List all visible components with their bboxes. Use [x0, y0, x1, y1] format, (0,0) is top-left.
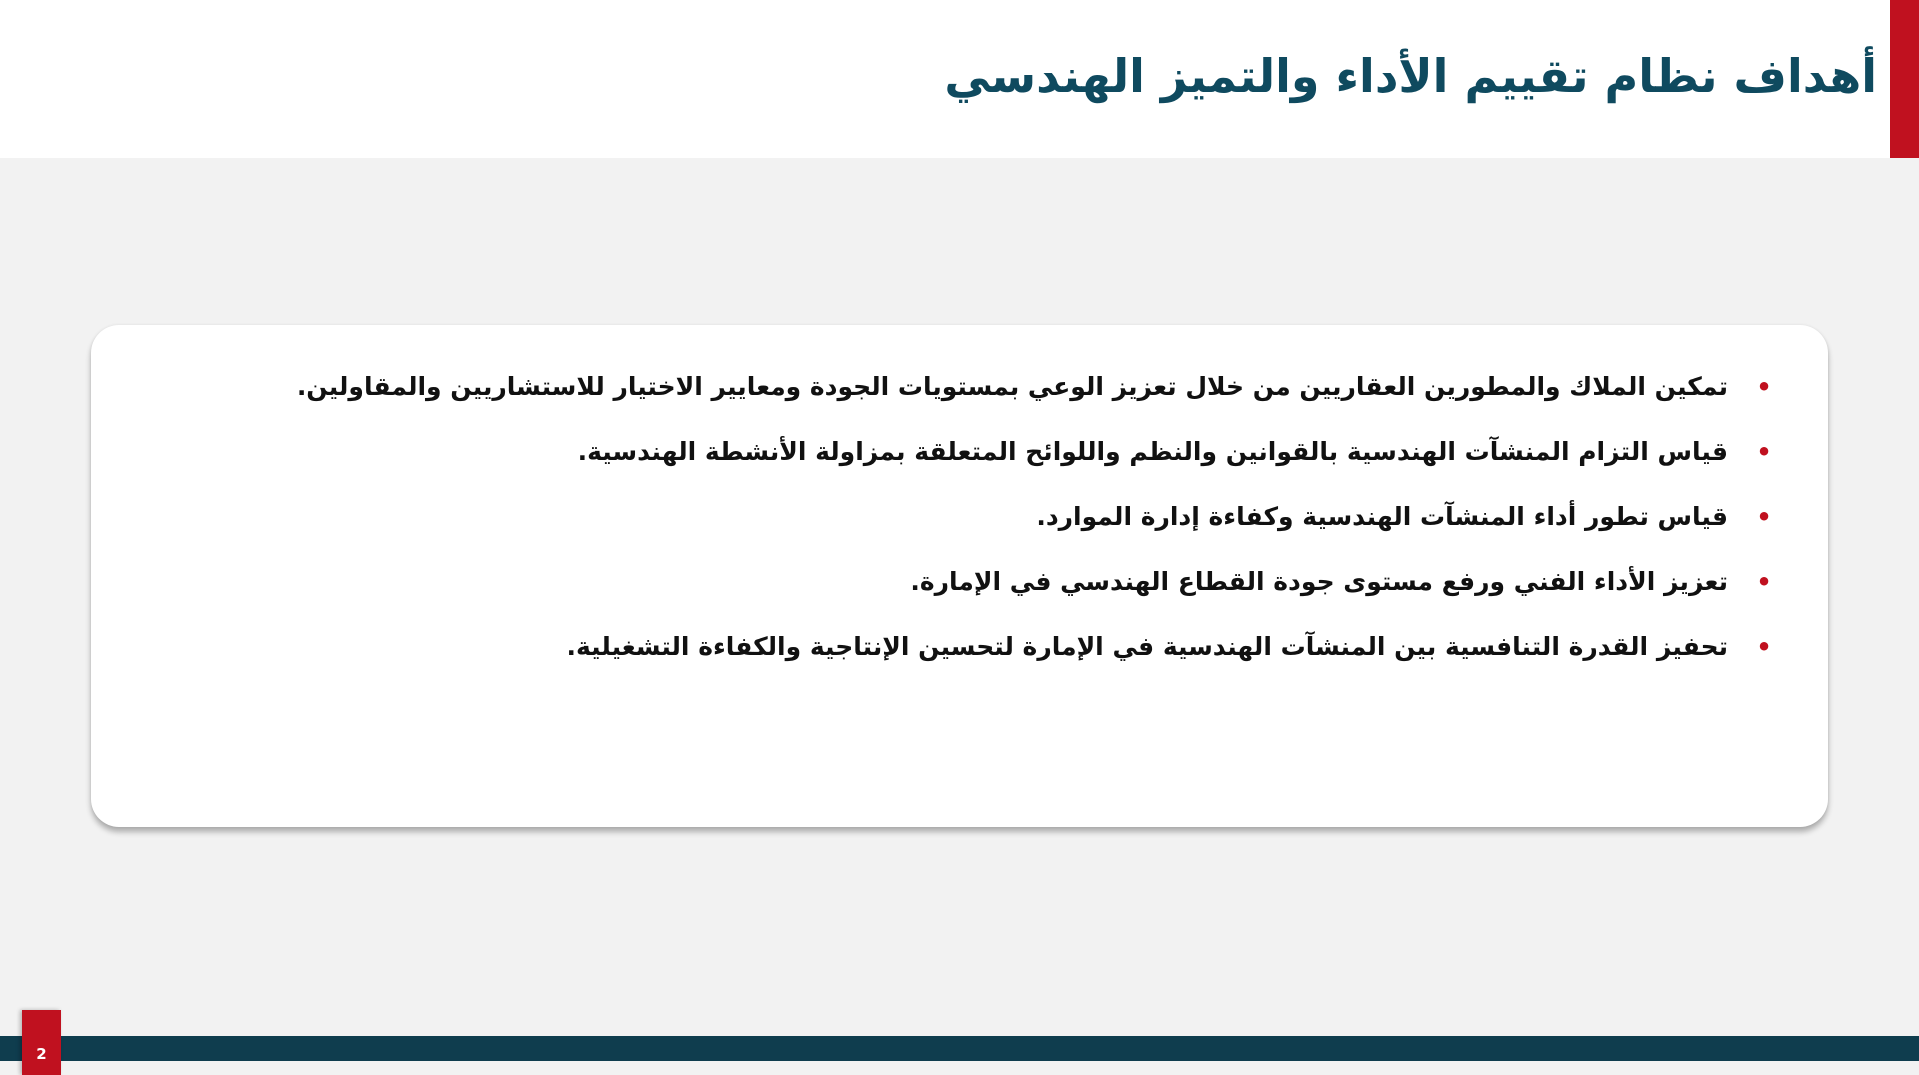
bullet-icon: • — [1756, 438, 1772, 466]
goal-item — [168, 495, 1772, 560]
page-number-tab — [22, 1010, 61, 1075]
goal-item — [168, 625, 1772, 690]
goal-item — [168, 365, 1772, 430]
bullet-icon: • — [1756, 568, 1772, 596]
goal-text: تعزيز الأداء الفني ورفع مستوى جودة القطاع الهندسي في الإمارة. — [910, 567, 1728, 596]
bullet-icon: • — [1756, 503, 1772, 531]
page-number: 2 — [36, 1045, 47, 1063]
footer-bar — [0, 1036, 1919, 1061]
bullet-icon: • — [1756, 633, 1772, 661]
goal-text: قياس التزام المنشآت الهندسية بالقوانين والنظم واللوائح المتعلقة بمزاولة الأنشطة الهندسية. — [577, 437, 1728, 466]
goal-item — [168, 560, 1772, 625]
bullet-icon: • — [1756, 373, 1772, 401]
goals-list — [168, 365, 1772, 690]
goal-text: قياس تطور أداء المنشآت الهندسية وكفاءة إدارة الموارد. — [1036, 502, 1728, 531]
goal-item — [168, 430, 1772, 495]
goal-text: تحفيز القدرة التنافسية بين المنشآت الهندسية في الإمارة لتحسين الإنتاجية والكفاءة التشغيلية. — [566, 632, 1728, 661]
slide-header — [0, 0, 1919, 158]
goal-text: تمكين الملاك والمطورين العقاريين من خلال تعزيز الوعي بمستويات الجودة ومعايير الاختيار للاستشاريين والمقاولين. — [296, 372, 1728, 401]
goals-card — [91, 325, 1828, 827]
page-title: أهداف نظام تقييم الأداء والتميز الهندسي — [944, 49, 1877, 103]
header-accent-bar — [1890, 0, 1919, 158]
